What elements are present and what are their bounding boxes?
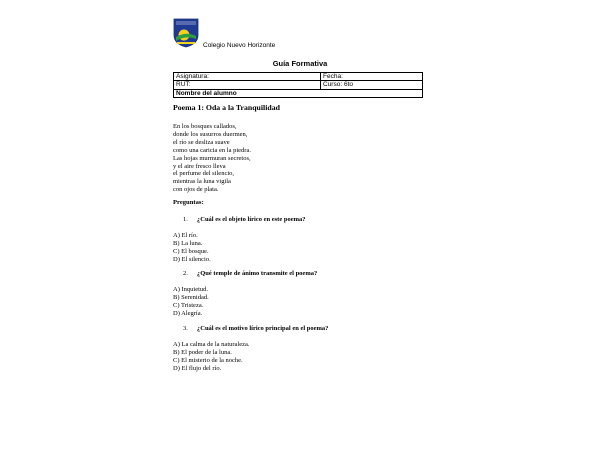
school-crest-logo (173, 18, 199, 48)
question-number: 1. (183, 216, 188, 223)
course-field: Curso: 6to (321, 81, 423, 89)
answer-option[interactable]: A) El río. (173, 232, 198, 239)
answer-option[interactable]: B) El poder de la luna. (173, 348, 232, 356)
answer-option[interactable]: C) Tristeza. (173, 301, 204, 309)
poem-body (173, 123, 251, 194)
poem-line: Las hojas murmuran secretos, (173, 154, 251, 162)
answer-option[interactable]: A) La calma de la naturaleza. (173, 341, 250, 348)
poem-line: el perfume del silencio, (173, 170, 235, 178)
answer-options (173, 341, 250, 373)
answer-option[interactable]: B) La luna. (173, 239, 203, 247)
answer-option[interactable]: D) El silencio. (173, 255, 211, 263)
question-text: ¿Cuál es el motivo lírico principal en el poema? (197, 325, 329, 332)
question-text: ¿Qué temple de ánimo transmite el poema? (197, 270, 318, 277)
answer-option[interactable]: B) Serenidad. (173, 293, 209, 301)
poem-title: Poema 1: Oda a la Tranquilidad (173, 103, 280, 112)
rut-field[interactable]: RUT: (174, 81, 321, 89)
student-name-field[interactable]: Nombre del alumno (174, 89, 423, 97)
poem-line: como una caricia en la piedra. (173, 146, 251, 154)
poem-line: y el aire fresco lleva (173, 162, 226, 170)
student-info-table (173, 72, 423, 98)
subject-field[interactable]: Asignatura: (174, 73, 321, 81)
poem-line: mientras la luna vigila (173, 178, 231, 186)
guide-title: Guía Formativa (272, 59, 328, 68)
poem-line: con ojos de plata. (173, 186, 219, 194)
answer-option[interactable]: D) El flujo del río. (173, 364, 222, 372)
answer-option[interactable]: C) El misterio de la noche. (173, 356, 243, 364)
answer-options (173, 286, 209, 318)
school-name: Colegio Nuevo Horizonte (203, 42, 276, 49)
poem-line: En los bosques callados, (173, 123, 237, 130)
poem-line: donde los susurros duermen, (173, 130, 248, 138)
date-field[interactable]: Fecha: (321, 73, 423, 81)
questions-heading: Preguntas: (173, 199, 204, 206)
answer-options (173, 232, 211, 264)
question-text: ¿Cuál es el objeto lírico en este poema? (197, 216, 306, 223)
question-number: 2. (183, 270, 188, 277)
answer-option[interactable]: A) Inquietud. (173, 286, 209, 293)
answer-option[interactable]: C) El bosque. (173, 247, 209, 255)
question-number: 3. (183, 325, 188, 332)
poem-line: el río se desliza suave (173, 138, 230, 146)
answer-option[interactable]: D) Alegría. (173, 309, 203, 317)
